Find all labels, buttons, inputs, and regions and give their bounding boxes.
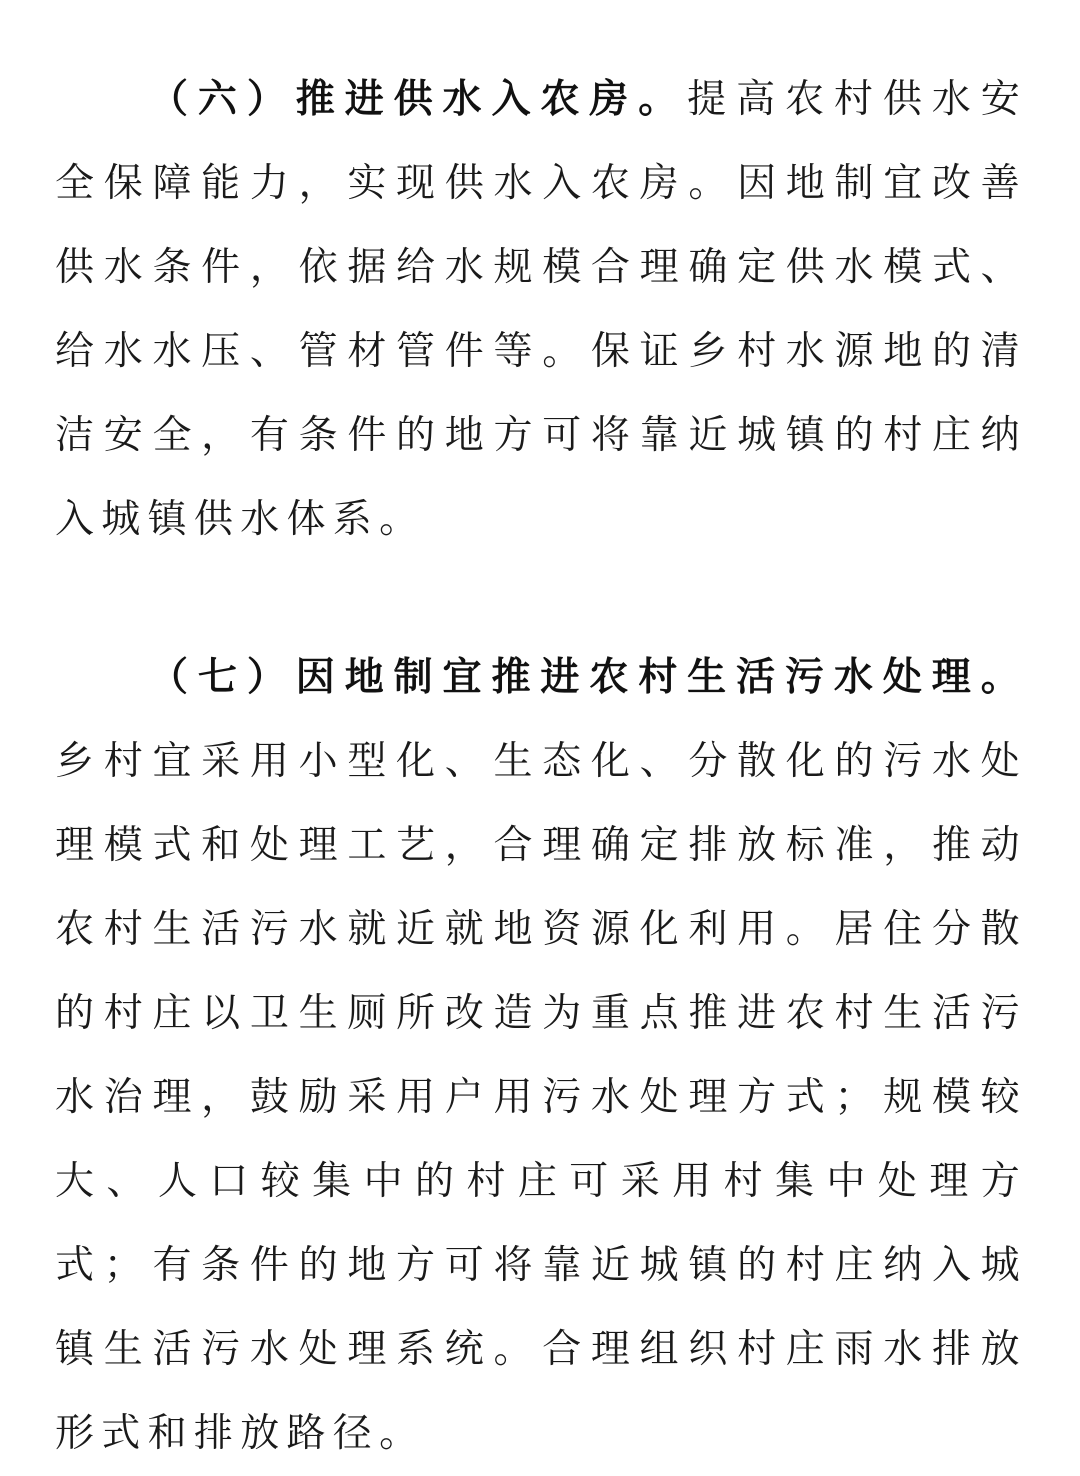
section-body: 提高农村供水安全保障能力，实现供水入农房。因地制宜改善供水条件，依据给水规模合理确定供水模式、给水水压、管材管件等。保证乡村水源地的清洁安全，有条件的地方可将靠近城镇的村庄纳入城镇供水体系。 [55,77,1027,542]
section-heading: （七）因地制宜推进农村生活污水处理。 [149,655,1027,700]
section-sewage-treatment [55,636,1027,1476]
section-heading: （六）推进供水入农房。 [149,77,688,122]
section-body: 乡村宜采用小型化、生态化、分散化的污水处理模式和处理工艺，合理确定排放标准，推动农村生活污水就近就地资源化利用。居住分散的村庄以卫生厕所改造为重点推进农村生活污水治理，鼓励采用户用污水处理方式；规模较大、人口较集中的村庄可采用村集中处理方式；有条件的地方可将靠近城镇的村庄纳入城镇生活污水处理系统。合理组织村庄雨水排放形式和排放路径。 [55,739,1027,1456]
section-water-supply [55,58,1027,562]
document-page [55,0,1027,1456]
